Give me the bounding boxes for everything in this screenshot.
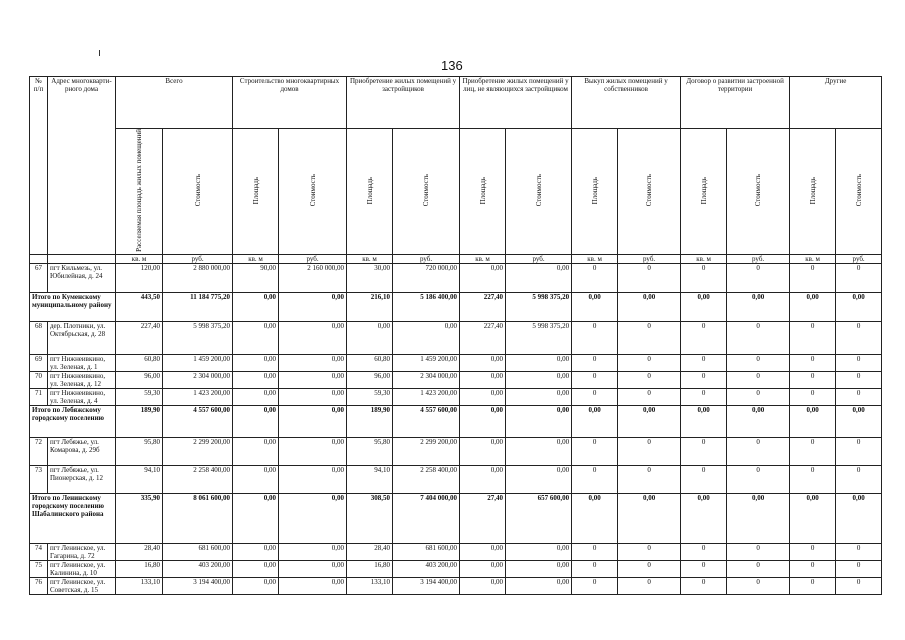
table-row <box>30 263 882 292</box>
value-cell: 0,00 <box>618 292 681 321</box>
value-cell: 0 <box>790 371 836 388</box>
table-row <box>30 560 882 577</box>
value-cell: 0 <box>727 543 790 560</box>
subheader-label: Стоимость <box>308 174 317 207</box>
value-cell: 0 <box>836 371 882 388</box>
total-row <box>30 292 882 321</box>
value-cell: 0,00 <box>279 292 347 321</box>
row-address: пгт Нижнеивкино, ул. Зеленая, д. 4 <box>48 388 116 405</box>
value-cell: 2 304 000,00 <box>163 371 233 388</box>
value-cell: 0 <box>618 437 681 465</box>
subheader-cost <box>506 129 572 255</box>
value-cell: 90,00 <box>233 263 279 292</box>
value-cell: 0 <box>790 321 836 354</box>
value-cell: 0,00 <box>790 405 836 437</box>
unit-cell: кв. м <box>790 254 836 263</box>
value-cell: 8 061 600,00 <box>163 493 233 543</box>
subheader-area <box>347 129 393 255</box>
value-cell: 0,00 <box>836 292 882 321</box>
scan-mark <box>99 50 100 56</box>
row-address: пгт Ленинское, ул. Советская, д. 15 <box>48 577 116 594</box>
value-cell: 0 <box>681 321 727 354</box>
header-group-row <box>30 77 882 129</box>
value-cell: 0 <box>572 560 618 577</box>
value-cell: 0 <box>572 263 618 292</box>
value-cell: 0,00 <box>279 388 347 405</box>
row-address: пгт Ленинское, ул. Гагарина, д. 72 <box>48 543 116 560</box>
value-cell: 3 194 400,00 <box>163 577 233 594</box>
value-cell: 0,00 <box>681 493 727 543</box>
unit-cell-empty <box>48 254 116 263</box>
value-cell: 0 <box>727 437 790 465</box>
value-cell: 0 <box>790 354 836 371</box>
value-cell: 2 304 000,00 <box>393 371 460 388</box>
row-number: 70 <box>30 371 48 388</box>
value-cell: 0,00 <box>836 493 882 543</box>
value-cell: 59,30 <box>347 388 393 405</box>
value-cell: 0 <box>681 388 727 405</box>
value-cell: 0 <box>836 388 882 405</box>
value-cell: 0 <box>681 560 727 577</box>
value-cell: 0 <box>836 543 882 560</box>
value-cell: 0,00 <box>681 405 727 437</box>
unit-cell: кв. м <box>233 254 279 263</box>
value-cell: 403 200,00 <box>163 560 233 577</box>
value-cell: 95,80 <box>347 437 393 465</box>
subheader-label: Стоимость <box>534 174 543 207</box>
value-cell: 0 <box>836 263 882 292</box>
row-number: 67 <box>30 263 48 292</box>
header-group-buyout: Выкуп жилых помещений у собственников <box>572 77 681 129</box>
value-cell: 0 <box>790 543 836 560</box>
row-address: пгт Нижнеивкино, ул. Зеленая, д. 1 <box>48 354 116 371</box>
value-cell: 0 <box>790 437 836 465</box>
value-cell: 657 600,00 <box>506 493 572 543</box>
value-cell: 5 186 400,00 <box>393 292 460 321</box>
value-cell: 5 998 375,20 <box>506 292 572 321</box>
value-cell: 0 <box>618 388 681 405</box>
value-cell: 0 <box>572 577 618 594</box>
value-cell: 681 600,00 <box>163 543 233 560</box>
value-cell: 2 258 400,00 <box>393 465 460 493</box>
value-cell: 189,90 <box>116 405 163 437</box>
value-cell: 0 <box>790 388 836 405</box>
value-cell: 96,00 <box>116 371 163 388</box>
value-cell: 0 <box>681 354 727 371</box>
header-num: № п/п <box>30 77 48 255</box>
header-group-construction: Строительство многоквартирных домов <box>233 77 347 129</box>
value-cell: 1 459 200,00 <box>393 354 460 371</box>
value-cell: 0 <box>572 321 618 354</box>
value-cell: 0,00 <box>460 560 506 577</box>
row-number: 73 <box>30 465 48 493</box>
subheader-label: Стоимость <box>754 174 763 207</box>
value-cell: 16,80 <box>116 560 163 577</box>
value-cell: 0,00 <box>233 437 279 465</box>
value-cell: 0,00 <box>279 577 347 594</box>
value-cell: 0 <box>836 437 882 465</box>
value-cell: 0,00 <box>460 263 506 292</box>
value-cell: 0,00 <box>279 405 347 437</box>
value-cell: 0,00 <box>460 388 506 405</box>
row-number: 71 <box>30 388 48 405</box>
value-cell: 216,10 <box>347 292 393 321</box>
value-cell: 0 <box>727 321 790 354</box>
value-cell: 2 160 000,00 <box>279 263 347 292</box>
row-number: 76 <box>30 577 48 594</box>
value-cell: 28,40 <box>347 543 393 560</box>
value-cell: 0 <box>572 465 618 493</box>
unit-cell-empty <box>30 254 48 263</box>
value-cell: 0,00 <box>790 493 836 543</box>
table-row <box>30 371 882 388</box>
row-address: дер. Плотники, ул. Октябрьская, д. 28 <box>48 321 116 354</box>
value-cell: 0,00 <box>618 405 681 437</box>
value-cell: 0 <box>572 388 618 405</box>
value-cell: 403 200,00 <box>393 560 460 577</box>
value-cell: 0 <box>727 560 790 577</box>
value-cell: 60,80 <box>347 354 393 371</box>
unit-cell: руб. <box>506 254 572 263</box>
value-cell: 0,00 <box>233 577 279 594</box>
value-cell: 0 <box>618 577 681 594</box>
value-cell: 0 <box>618 560 681 577</box>
value-cell: 16,80 <box>347 560 393 577</box>
value-cell: 0,00 <box>279 437 347 465</box>
unit-cell: кв. м <box>347 254 393 263</box>
value-cell: 0,00 <box>233 560 279 577</box>
header-group-purchase-non-developers: Приобретение жилых помещений у лиц, не являющихся застройщиком <box>460 77 572 129</box>
value-cell: 0,00 <box>572 292 618 321</box>
value-cell: 0,00 <box>279 543 347 560</box>
value-cell: 0 <box>681 577 727 594</box>
value-cell: 0 <box>727 371 790 388</box>
value-cell: 94,10 <box>116 465 163 493</box>
table-row <box>30 437 882 465</box>
value-cell: 0 <box>836 354 882 371</box>
unit-cell: кв. м <box>681 254 727 263</box>
value-cell: 120,00 <box>116 263 163 292</box>
subheader-cost <box>163 129 233 255</box>
value-cell: 0,00 <box>233 493 279 543</box>
value-cell: 0,00 <box>460 371 506 388</box>
unit-cell: руб. <box>163 254 233 263</box>
value-cell: 60,80 <box>116 354 163 371</box>
value-cell: 308,50 <box>347 493 393 543</box>
value-cell: 0,00 <box>233 543 279 560</box>
value-cell: 96,00 <box>347 371 393 388</box>
value-cell: 0 <box>618 321 681 354</box>
value-cell: 5 998 375,20 <box>506 321 572 354</box>
value-cell: 0 <box>681 465 727 493</box>
value-cell: 0,00 <box>727 405 790 437</box>
value-cell: 0,00 <box>506 263 572 292</box>
unit-cell: руб. <box>727 254 790 263</box>
value-cell: 0,00 <box>460 354 506 371</box>
value-cell: 0 <box>727 263 790 292</box>
value-cell: 0,00 <box>460 437 506 465</box>
row-number: 69 <box>30 354 48 371</box>
value-cell: 0 <box>836 577 882 594</box>
header-group-other: Другие <box>790 77 882 129</box>
value-cell: 2 880 000,00 <box>163 263 233 292</box>
subheader-label: Площадь <box>808 176 817 205</box>
value-cell: 0,00 <box>572 405 618 437</box>
value-cell: 0,00 <box>506 577 572 594</box>
subheader-label: Стоимость <box>645 174 654 207</box>
value-cell: 0 <box>727 465 790 493</box>
row-number: 74 <box>30 543 48 560</box>
value-cell: 227,40 <box>460 321 506 354</box>
value-cell: 0 <box>618 371 681 388</box>
value-cell: 0,00 <box>727 292 790 321</box>
value-cell: 0 <box>790 263 836 292</box>
header-group-total: Всего <box>116 77 233 129</box>
row-address: пгт Лебяжье, ул. Комарова, д. 29б <box>48 437 116 465</box>
value-cell: 335,90 <box>116 493 163 543</box>
value-cell: 0,00 <box>618 493 681 543</box>
value-cell: 11 184 775,20 <box>163 292 233 321</box>
value-cell: 0,00 <box>460 465 506 493</box>
value-cell: 0 <box>572 437 618 465</box>
value-cell: 95,80 <box>116 437 163 465</box>
value-cell: 0,00 <box>279 493 347 543</box>
value-cell: 0,00 <box>233 321 279 354</box>
value-cell: 0 <box>572 354 618 371</box>
value-cell: 0 <box>790 577 836 594</box>
subheader-cost <box>279 129 347 255</box>
value-cell: 0 <box>790 560 836 577</box>
value-cell: 0,00 <box>233 388 279 405</box>
subheader-area <box>460 129 506 255</box>
total-label: Итого по Лебяжскому городскому поселению <box>30 405 116 437</box>
unit-cell: кв. м <box>116 254 163 263</box>
subheader-label: Площадь <box>590 176 599 205</box>
value-cell: 0 <box>836 465 882 493</box>
value-cell: 1 459 200,00 <box>163 354 233 371</box>
header-sub-row <box>30 129 882 255</box>
value-cell: 59,30 <box>116 388 163 405</box>
unit-cell: кв. м <box>572 254 618 263</box>
value-cell: 0 <box>572 543 618 560</box>
value-cell: 0 <box>618 465 681 493</box>
value-cell: 0,00 <box>233 465 279 493</box>
header-unit-row <box>30 254 882 263</box>
value-cell: 4 557 600,00 <box>163 405 233 437</box>
value-cell: 0,00 <box>506 437 572 465</box>
subheader-label: Площадь <box>251 176 260 205</box>
row-number: 68 <box>30 321 48 354</box>
subheader-area <box>681 129 727 255</box>
subheader-label: Стоимость <box>193 174 202 207</box>
value-cell: 28,40 <box>116 543 163 560</box>
value-cell: 133,10 <box>347 577 393 594</box>
subheader-area <box>790 129 836 255</box>
value-cell: 0,00 <box>506 354 572 371</box>
unit-cell: руб. <box>393 254 460 263</box>
unit-cell: кв. м <box>460 254 506 263</box>
value-cell: 0,00 <box>347 321 393 354</box>
value-cell: 0,00 <box>233 371 279 388</box>
unit-cell: руб. <box>618 254 681 263</box>
value-cell: 0,00 <box>460 577 506 594</box>
subheader-cost <box>836 129 882 255</box>
value-cell: 189,90 <box>347 405 393 437</box>
value-cell: 94,10 <box>347 465 393 493</box>
subheader-area <box>572 129 618 255</box>
value-cell: 0 <box>836 321 882 354</box>
value-cell: 0 <box>618 543 681 560</box>
value-cell: 0,00 <box>506 371 572 388</box>
table-row <box>30 321 882 354</box>
value-cell: 0,00 <box>279 371 347 388</box>
row-number: 75 <box>30 560 48 577</box>
subheader-label: Площадь <box>478 176 487 205</box>
value-cell: 0 <box>836 560 882 577</box>
row-number: 72 <box>30 437 48 465</box>
value-cell: 0,00 <box>506 560 572 577</box>
header-group-purchase-developers: Приобретение жилых помещений у застройщиков <box>347 77 460 129</box>
subheader-area <box>116 129 163 255</box>
subheader-label: Площадь <box>699 176 708 205</box>
table-row <box>30 543 882 560</box>
subheader-label: Расселяемая площадь жилых помещений <box>135 129 143 252</box>
subheader-cost <box>727 129 790 255</box>
value-cell: 0,00 <box>279 354 347 371</box>
value-cell: 0,00 <box>572 493 618 543</box>
value-cell: 0,00 <box>393 321 460 354</box>
value-cell: 0,00 <box>233 292 279 321</box>
page-number: 136 <box>441 58 463 73</box>
subheader-label: Стоимость <box>422 174 431 207</box>
table-row <box>30 577 882 594</box>
value-cell: 4 557 600,00 <box>393 405 460 437</box>
value-cell: 0 <box>790 465 836 493</box>
value-cell: 1 423 200,00 <box>393 388 460 405</box>
value-cell: 0,00 <box>836 405 882 437</box>
value-cell: 0 <box>618 263 681 292</box>
table-row <box>30 388 882 405</box>
value-cell: 0,00 <box>279 321 347 354</box>
value-cell: 0,00 <box>506 388 572 405</box>
value-cell: 0,00 <box>727 493 790 543</box>
value-cell: 720 000,00 <box>393 263 460 292</box>
value-cell: 0 <box>727 354 790 371</box>
value-cell: 133,10 <box>116 577 163 594</box>
header-group-development-agreement: Договор о развитии застроенной территории <box>681 77 790 129</box>
unit-cell: руб. <box>836 254 882 263</box>
value-cell: 27,40 <box>460 493 506 543</box>
value-cell: 227,40 <box>116 321 163 354</box>
subheader-cost <box>393 129 460 255</box>
subheader-label: Площадь <box>365 176 374 205</box>
value-cell: 0 <box>681 371 727 388</box>
resettlement-table <box>29 76 882 595</box>
unit-cell: руб. <box>279 254 347 263</box>
value-cell: 2 258 400,00 <box>163 465 233 493</box>
value-cell: 0,00 <box>233 405 279 437</box>
value-cell: 0 <box>727 388 790 405</box>
total-label: Итого по Ленинскому городскому поселению Шабалинского района <box>30 493 116 543</box>
header-address: Адрес многокварти-рного дома <box>48 77 116 255</box>
value-cell: 0 <box>618 354 681 371</box>
value-cell: 0 <box>681 543 727 560</box>
row-address: пгт Нижнеивкино, ул. Зеленая, д. 12 <box>48 371 116 388</box>
row-address: пгт Лебяжье, ул. Пионерская, д. 12 <box>48 465 116 493</box>
value-cell: 0 <box>572 371 618 388</box>
value-cell: 0,00 <box>506 405 572 437</box>
subheader-area <box>233 129 279 255</box>
subheader-label: Стоимость <box>854 174 863 207</box>
value-cell: 443,50 <box>116 292 163 321</box>
value-cell: 0 <box>681 437 727 465</box>
value-cell: 0,00 <box>279 560 347 577</box>
value-cell: 30,00 <box>347 263 393 292</box>
row-address: пгт Ленинское, ул. Калинина, д. 10 <box>48 560 116 577</box>
value-cell: 0,00 <box>681 292 727 321</box>
value-cell: 2 299 200,00 <box>393 437 460 465</box>
total-row <box>30 405 882 437</box>
value-cell: 0,00 <box>790 292 836 321</box>
row-address: пгт Кильмезь, ул. Юбилейная, д. 24 <box>48 263 116 292</box>
table-row <box>30 354 882 371</box>
value-cell: 0,00 <box>506 465 572 493</box>
subheader-cost <box>618 129 681 255</box>
value-cell: 2 299 200,00 <box>163 437 233 465</box>
value-cell: 681 600,00 <box>393 543 460 560</box>
value-cell: 5 998 375,20 <box>163 321 233 354</box>
value-cell: 227,40 <box>460 292 506 321</box>
value-cell: 0,00 <box>279 465 347 493</box>
table-row <box>30 465 882 493</box>
value-cell: 0,00 <box>460 543 506 560</box>
value-cell: 0,00 <box>506 543 572 560</box>
value-cell: 7 404 000,00 <box>393 493 460 543</box>
value-cell: 0 <box>727 577 790 594</box>
total-row <box>30 493 882 543</box>
value-cell: 0,00 <box>460 405 506 437</box>
value-cell: 0 <box>681 263 727 292</box>
value-cell: 1 423 200,00 <box>163 388 233 405</box>
total-label: Итого по Куменскому муниципальному району <box>30 292 116 321</box>
value-cell: 0,00 <box>233 354 279 371</box>
value-cell: 3 194 400,00 <box>393 577 460 594</box>
